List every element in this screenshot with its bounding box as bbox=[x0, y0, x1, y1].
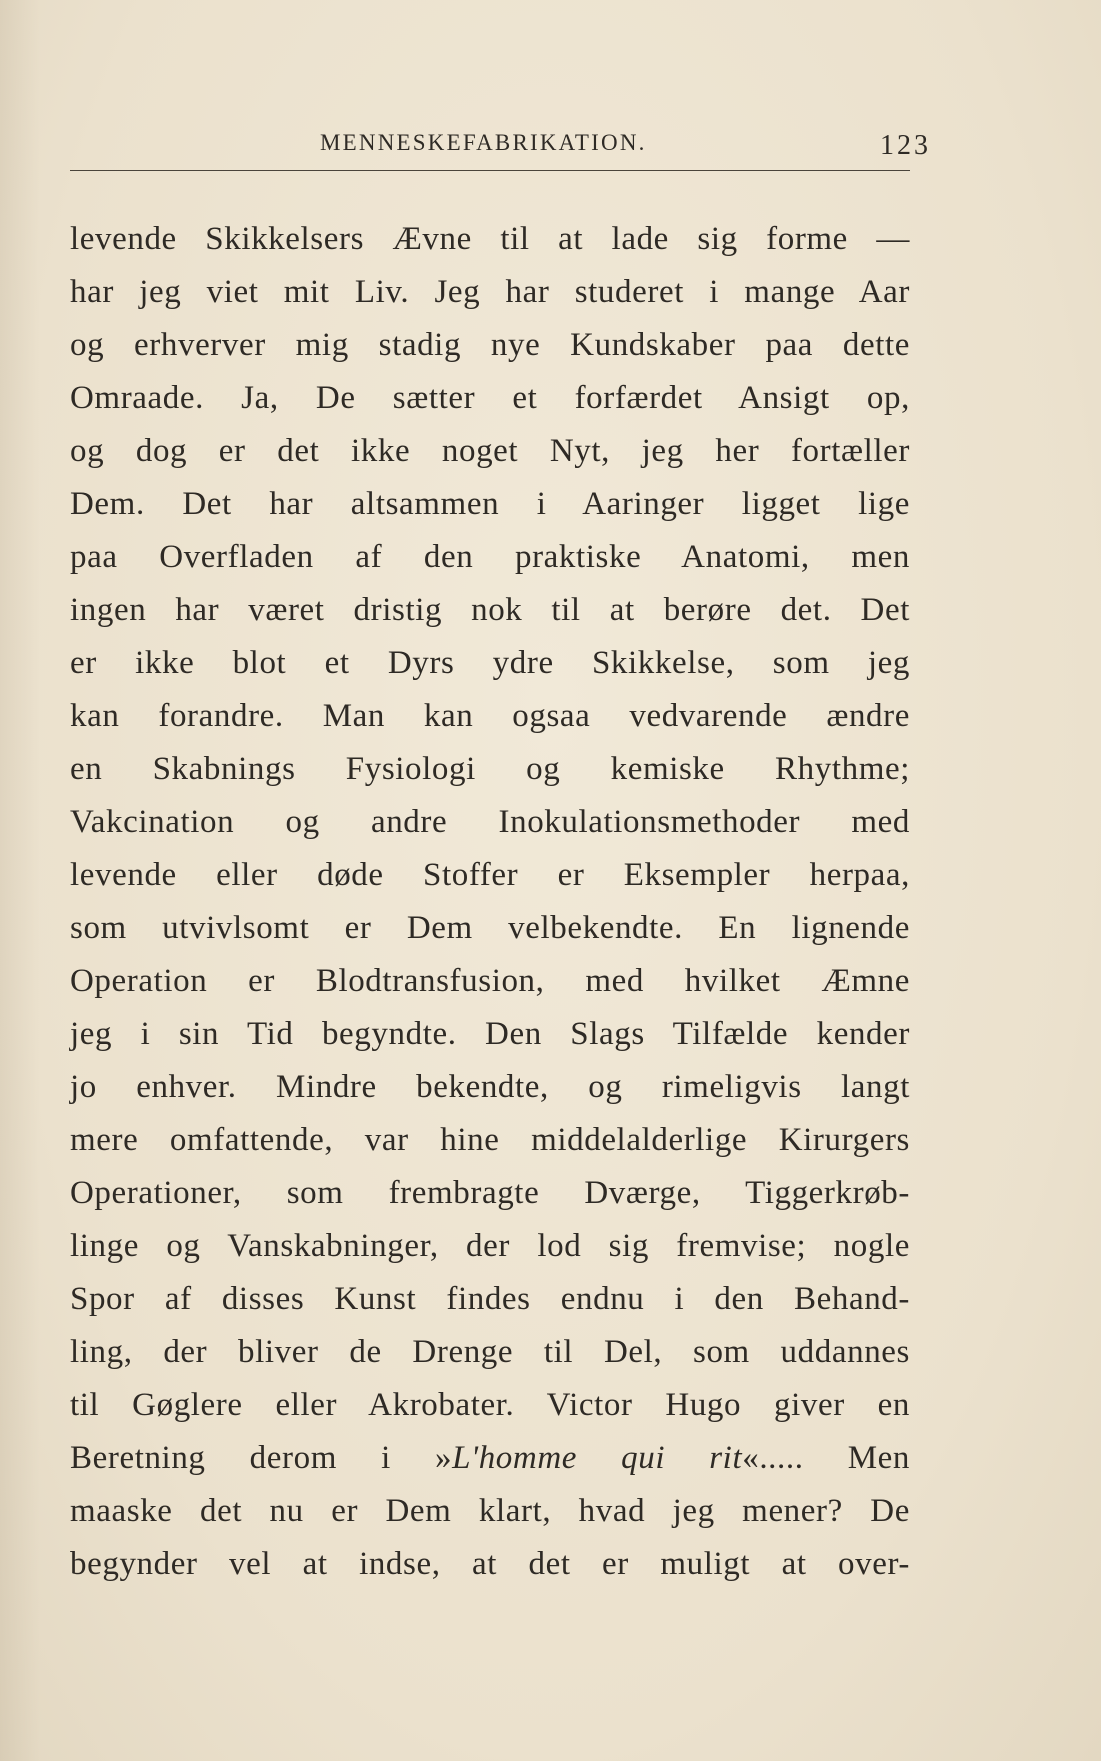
text-fragment: Beretning derom i » bbox=[70, 1440, 453, 1476]
text-line: og erhverver mig stadig nye Kundskaber paa dette bbox=[70, 327, 910, 363]
text-line: jo enhver. Mindre bekendte, og rimeligvis langt bbox=[70, 1069, 910, 1105]
text-line: har jeg viet mit Liv. Jeg har studeret i mange Aar bbox=[70, 274, 910, 310]
text-line: ling, der bliver de Drenge til Del, som uddannes bbox=[70, 1334, 910, 1370]
text-line: Operationer, som frembragte Dværge, Tiggerkrøb- bbox=[70, 1175, 910, 1211]
text-line: kan forandre. Man kan ogsaa vedvarende ændre bbox=[70, 698, 910, 734]
text-line: levende eller døde Stoffer er Eksempler herpaa, bbox=[70, 857, 910, 893]
text-line: er ikke blot et Dyrs ydre Skikkelse, som jeg bbox=[70, 645, 910, 681]
text-line: en Skabnings Fysiologi og kemiske Rhythme; bbox=[70, 751, 910, 787]
text-line: som utvivlsomt er Dem velbekendte. En lignende bbox=[70, 910, 910, 946]
header-rule bbox=[70, 170, 910, 171]
page-header bbox=[70, 130, 931, 170]
text-line-with-title bbox=[70, 1432, 910, 1485]
text-line: levende Skikkelsers Ævne til at lade sig forme — bbox=[70, 221, 910, 257]
text-line: begynder vel at indse, at det er muligt at over- bbox=[70, 1546, 910, 1582]
text-line: jeg i sin Tid begyndte. Den Slags Tilfælde kender bbox=[70, 1016, 910, 1052]
text-line: linge og Vanskabninger, der lod sig fremvise; nogle bbox=[70, 1228, 910, 1264]
text-line: Omraade. Ja, De sætter et forfærdet Ansigt op, bbox=[70, 380, 910, 416]
text-line: Dem. Det har altsammen i Aaringer ligget lige bbox=[70, 486, 910, 522]
text-fragment: «..... Men bbox=[742, 1440, 910, 1476]
text-line: ingen har været dristig nok til at berøre det. Det bbox=[70, 592, 910, 628]
text-line: Operation er Blodtransfusion, med hvilket Æmne bbox=[70, 963, 910, 999]
body-text bbox=[70, 213, 910, 1591]
page-number: 123 bbox=[880, 130, 931, 161]
text-line: til Gøglere eller Akrobater. Victor Hugo giver en bbox=[70, 1387, 910, 1423]
text-line: og dog er det ikke noget Nyt, jeg her fortæller bbox=[70, 433, 910, 469]
text-line: mere omfattende, var hine middelalderlige Kirurgers bbox=[70, 1122, 910, 1158]
text-line: maaske det nu er Dem klart, hvad jeg mener? De bbox=[70, 1493, 910, 1529]
text-line: Vakcination og andre Inokulationsmethoder med bbox=[70, 804, 910, 840]
text-line: Spor af disses Kunst findes endnu i den Behand- bbox=[70, 1281, 910, 1317]
running-title: MENNESKEFABRIKATION. bbox=[320, 130, 647, 155]
book-title-italic: L'homme qui rit bbox=[452, 1440, 743, 1476]
text-line: paa Overfladen af den praktiske Anatomi, men bbox=[70, 539, 910, 575]
